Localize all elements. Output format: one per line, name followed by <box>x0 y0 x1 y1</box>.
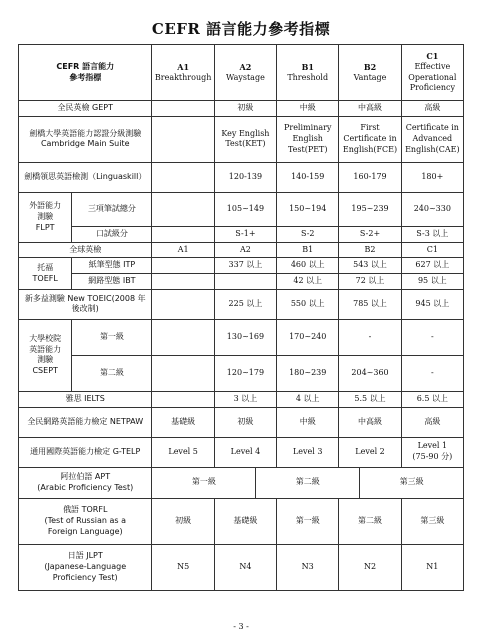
label-line: (Test of Russian as a <box>44 515 126 525</box>
cell-b1: Preliminary English Test(PET) <box>277 116 339 162</box>
cell-b1: S-2 <box>277 226 339 242</box>
row-label-torfl <box>19 498 152 544</box>
row-label-qjyj: 全球英檢 <box>19 242 152 258</box>
table-row <box>19 116 464 162</box>
cell-c1: C1 <box>401 242 463 258</box>
level-name: Threshold <box>287 72 329 82</box>
cell-b1: 550 以上 <box>277 289 339 319</box>
cell-b2: Level 2 <box>339 437 401 467</box>
apt-levels <box>152 468 463 498</box>
row-group-csept <box>19 319 72 391</box>
cell-c1: 240~330 <box>401 192 463 226</box>
label-line: 日語 JLPT <box>67 551 103 561</box>
level-code: C1 <box>426 50 439 61</box>
cell-b2: B2 <box>339 242 401 258</box>
cell-c1: 高級 <box>401 101 463 117</box>
label-line: (Arabic Proficiency Test) <box>37 482 134 492</box>
row-group-toefl <box>19 258 72 290</box>
cell-a2: 225 以上 <box>214 289 276 319</box>
table-row <box>19 192 464 226</box>
level-code: A1 <box>177 61 190 72</box>
cell-b1: 中級 <box>277 407 339 437</box>
group-label-line: 外語能力 <box>29 201 62 210</box>
cell-c1: 945 以上 <box>401 289 463 319</box>
apt-level-1: 第一級 <box>152 468 256 498</box>
level-name: Vantage <box>353 72 387 82</box>
cell-line: Level 1 <box>417 441 448 451</box>
cell-c1: 6.5 以上 <box>401 391 463 407</box>
corner-line-2: 參考指標 <box>69 72 102 82</box>
cell-a2: 基礎級 <box>214 498 276 544</box>
table-row <box>19 162 464 192</box>
row-sublabel: 第一級 <box>72 319 152 355</box>
level-name: Waystage <box>226 72 265 82</box>
row-label-gtelp: 通用國際英語能力檢定 G-TELP <box>19 437 152 467</box>
row-sublabel: 網路型態 IBT <box>72 274 152 290</box>
cell-b1: 460 以上 <box>277 258 339 274</box>
cell-a2: 130~169 <box>214 319 276 355</box>
cell-a1: Level 5 <box>152 437 214 467</box>
group-label-line: 測驗 <box>37 211 54 221</box>
cell-a1 <box>152 226 214 242</box>
cell-a1: N5 <box>152 544 214 590</box>
row-label-toeic: 新多益測驗 New TOEIC(2008 年後改制) <box>19 289 152 319</box>
cell-a2: 105~149 <box>214 192 276 226</box>
cell-c1: S-3 以上 <box>401 226 463 242</box>
cell-a2: A2 <box>214 242 276 258</box>
cell-a2: N4 <box>214 544 276 590</box>
level-header-a1 <box>152 45 214 101</box>
level-code: A2 <box>239 61 252 72</box>
table-row <box>19 319 464 355</box>
cell-b2: 中高級 <box>339 101 401 117</box>
cell-b2: 第二級 <box>339 498 401 544</box>
label-line: (Japanese-Language <box>44 561 127 571</box>
cell-b2: 543 以上 <box>339 258 401 274</box>
cell-b2: S-2+ <box>339 226 401 242</box>
group-label-line: 測驗 <box>37 355 54 365</box>
table-row <box>19 226 464 242</box>
level-header-a2 <box>214 45 276 101</box>
cell-b2: First Certificate in English(FCE) <box>339 116 401 162</box>
cell-c1: 95 以上 <box>401 274 463 290</box>
table-row <box>19 274 464 290</box>
table-row <box>19 289 464 319</box>
level-code: B2 <box>363 61 377 72</box>
row-label-ielts: 雅思 IELTS <box>19 391 152 407</box>
cell-b1: Level 3 <box>277 437 339 467</box>
cell-b2: 195~239 <box>339 192 401 226</box>
group-label-line: TOEFL <box>32 273 58 283</box>
table-row <box>19 355 464 391</box>
cell-c1: 第三級 <box>401 498 463 544</box>
row-label-cambridge: 劍橋大學英語能力認證分級測驗 Cambridge Main Suite <box>19 116 152 162</box>
cell-c1: - <box>401 355 463 391</box>
table-row <box>19 101 464 117</box>
level-name: Breakthrough <box>154 72 212 82</box>
cell-a1: 基礎級 <box>152 407 214 437</box>
cell-b1: N3 <box>277 544 339 590</box>
corner-line-1: CEFR 語言能力 <box>56 61 115 71</box>
cell-c1: 180+ <box>401 162 463 192</box>
cell-a2: Key English Test(KET) <box>214 116 276 162</box>
label-line: 阿拉伯語 APT <box>60 471 111 481</box>
cell-b1: 第一級 <box>277 498 339 544</box>
cell-a1 <box>152 355 214 391</box>
cell-a1 <box>152 274 214 290</box>
cell-b2: 72 以上 <box>339 274 401 290</box>
cell-b1: 170~240 <box>277 319 339 355</box>
cell-b2: 204~360 <box>339 355 401 391</box>
cell-b2: 160-179 <box>339 162 401 192</box>
table-row <box>19 544 464 590</box>
apt-level-3: 第三級 <box>399 477 424 487</box>
cell-b1: 150~194 <box>277 192 339 226</box>
cell-c1: N1 <box>401 544 463 590</box>
cell-c1: Certificate in Advanced English(CAE) <box>401 116 463 162</box>
cell-a1 <box>152 391 214 407</box>
group-label-line: 大學校院 <box>29 333 62 343</box>
row-label-gept: 全民英檢 GEPT <box>19 101 152 117</box>
row-label-jlpt <box>19 544 152 590</box>
row-group-flpt <box>19 192 72 242</box>
apt-levels-cell <box>152 467 464 498</box>
cell-b2: 中高級 <box>339 407 401 437</box>
level-code: B1 <box>301 61 314 72</box>
cell-a1 <box>152 258 214 274</box>
cell-a1 <box>152 319 214 355</box>
cell-a2 <box>214 274 276 290</box>
cell-b1: B1 <box>277 242 339 258</box>
page-number: - 3 - <box>233 622 249 631</box>
cell-a1: A1 <box>152 242 214 258</box>
cell-a2: 初級 <box>214 407 276 437</box>
cell-a2: 337 以上 <box>214 258 276 274</box>
cell-b1: 42 以上 <box>277 274 339 290</box>
cell-b1: 140-159 <box>277 162 339 192</box>
cell-a2: 120~179 <box>214 355 276 391</box>
level-header-b2 <box>339 45 401 101</box>
cell-a2: 3 以上 <box>214 391 276 407</box>
cell-c1: - <box>401 319 463 355</box>
row-label-linguaskill: 劍橋領思英語檢測（Linguaskill） <box>19 162 152 192</box>
cell-a2: 120-139 <box>214 162 276 192</box>
level-header-c1 <box>401 45 463 101</box>
cell-a2: S-1+ <box>214 226 276 242</box>
cefr-table <box>18 44 464 591</box>
group-label-line: FLPT <box>35 222 55 232</box>
label-line: Foreign Language) <box>47 526 123 536</box>
row-label-apt <box>19 467 152 498</box>
group-label-line: 托福 <box>37 262 54 272</box>
table-header-row <box>19 45 464 101</box>
cell-a2: Level 4 <box>214 437 276 467</box>
table-row <box>19 258 464 274</box>
cell-c1 <box>401 437 463 467</box>
row-sublabel: 口試級分 <box>72 226 152 242</box>
table-row <box>19 498 464 544</box>
table-row <box>19 242 464 258</box>
cell-line: (75-90 分) <box>412 452 453 462</box>
cell-c1: 高級 <box>401 407 463 437</box>
cell-b2: 785 以上 <box>339 289 401 319</box>
table-row <box>19 467 464 498</box>
cell-c1: 627 以上 <box>401 258 463 274</box>
cell-b1: 4 以上 <box>277 391 339 407</box>
cell-b2: - <box>339 319 401 355</box>
row-sublabel: 三項筆試總分 <box>72 192 152 226</box>
cell-a1 <box>152 162 214 192</box>
table-row <box>19 407 464 437</box>
table-row <box>19 437 464 467</box>
cell-a1: 初級 <box>152 498 214 544</box>
cell-a1 <box>152 192 214 226</box>
page-title: CEFR 語言能力參考指標 <box>151 20 331 38</box>
cell-a2: 初級 <box>214 101 276 117</box>
corner-header <box>19 45 152 101</box>
group-label-line: CSEPT <box>32 366 58 376</box>
cell-b1: 180~239 <box>277 355 339 391</box>
group-label-line: 英語能力 <box>29 344 62 354</box>
level-name: Effective Operational Proficiency <box>408 61 457 93</box>
label-line: Proficiency Test) <box>52 572 118 582</box>
cell-b1: 中級 <box>277 101 339 117</box>
cell-a1 <box>152 116 214 162</box>
row-sublabel: 第二級 <box>72 355 152 391</box>
apt-level-2: 第二級 <box>256 468 360 498</box>
label-line: 俄語 TORFL <box>63 505 108 515</box>
cell-b2: N2 <box>339 544 401 590</box>
cell-b2: 5.5 以上 <box>339 391 401 407</box>
row-label-netpaw: 全民網路英語能力檢定 NETPAW <box>19 407 152 437</box>
level-header-b1 <box>277 45 339 101</box>
cell-a1 <box>152 289 214 319</box>
table-row <box>19 391 464 407</box>
row-sublabel: 紙筆型態 ITP <box>72 258 152 274</box>
cell-a1 <box>152 101 214 117</box>
